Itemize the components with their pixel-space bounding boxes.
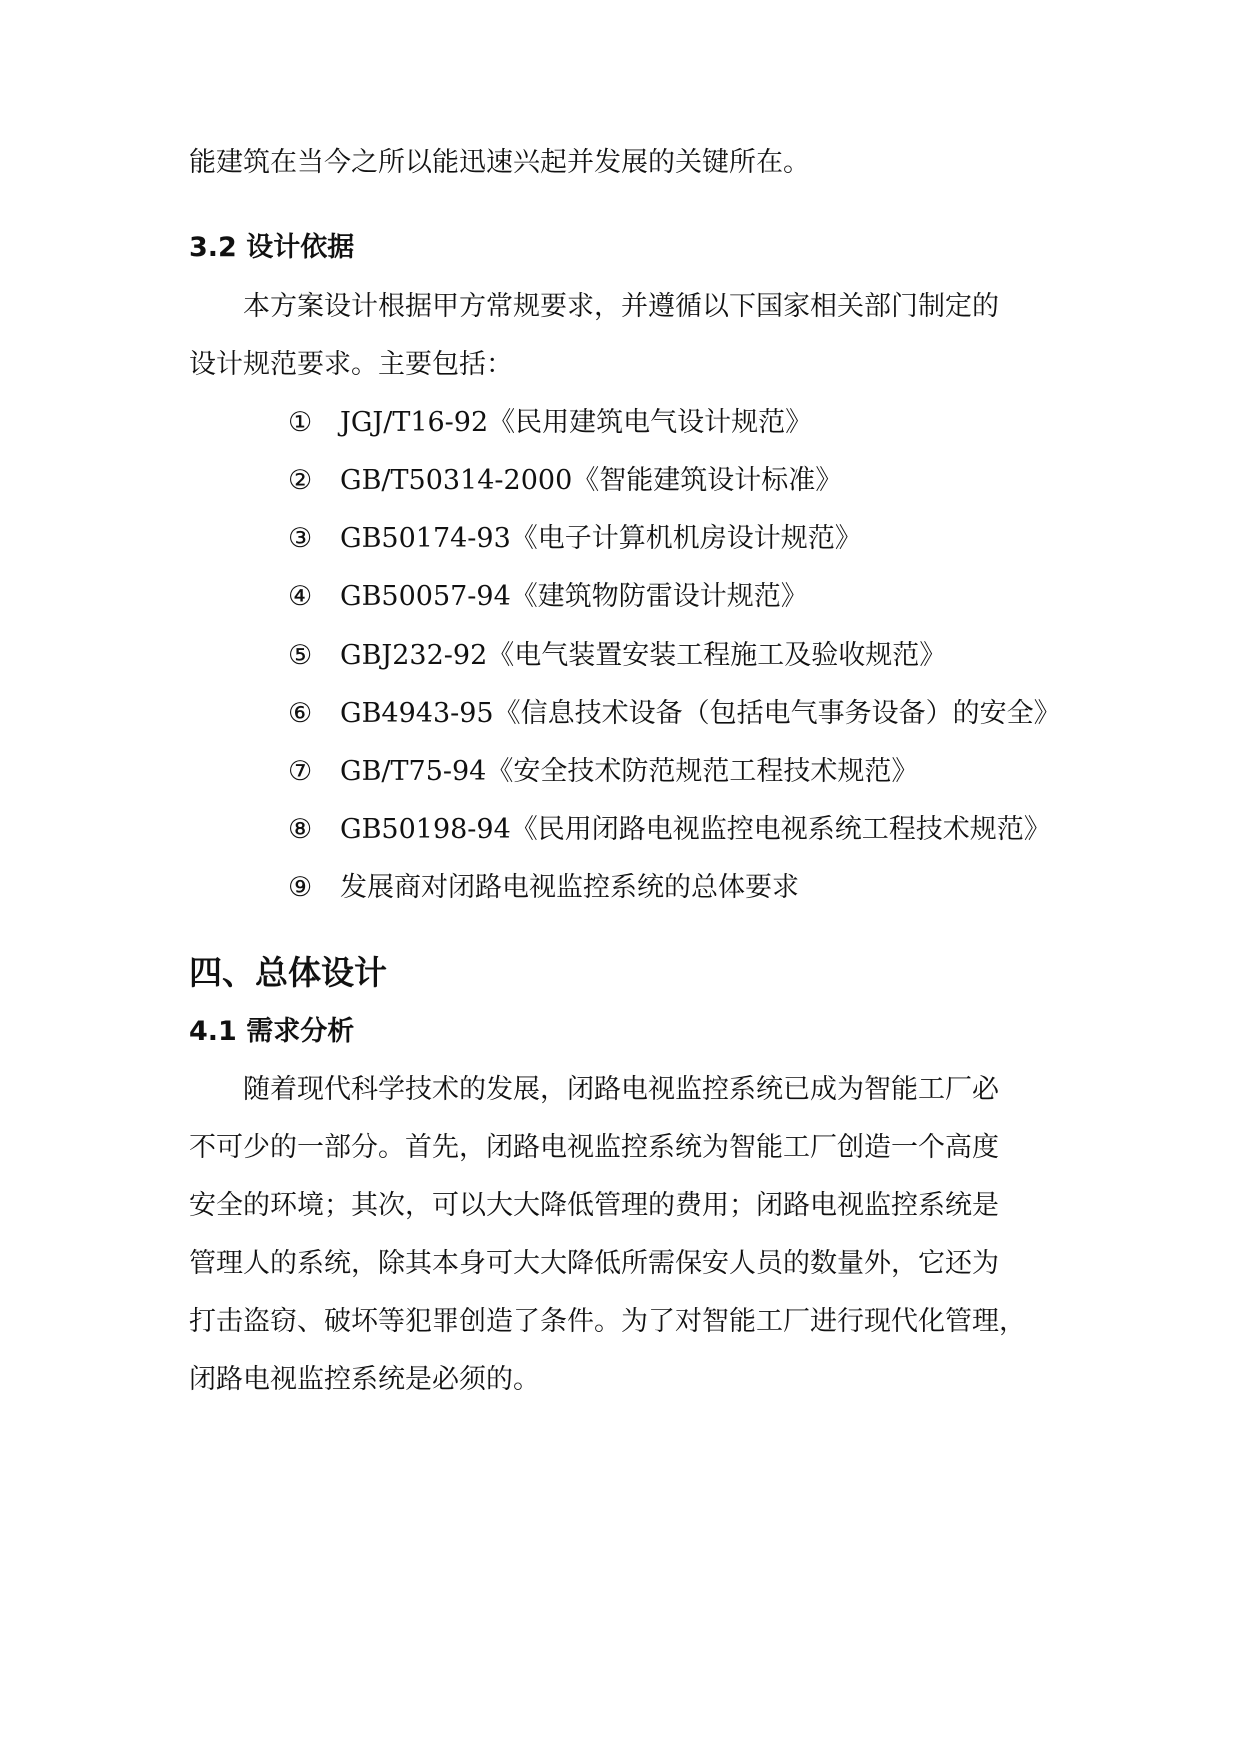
reference-item	[288, 694, 1061, 734]
reference-item	[288, 519, 862, 559]
chapter-4-heading: 四、总体设计	[189, 953, 387, 992]
reference-number: ③	[288, 523, 313, 554]
section-4-1-para-line: 随着现代科学技术的发展，闭路电视监控系统已成为智能工厂必	[243, 1074, 999, 1105]
section-4-1-para-line: 打击盗窃、破坏等犯罪创造了条件。为了对智能工厂进行现代化管理，	[189, 1306, 1026, 1337]
intro-tail-text: 能建筑在当今之所以能迅速兴起并发展的关键所在。	[189, 147, 810, 178]
reference-item	[288, 636, 946, 676]
reference-text: 发展商对闭路电视监控系统的总体要求	[340, 872, 799, 903]
reference-item	[288, 403, 812, 443]
reference-text: GB/T75-94《安全技术防范规范工程技术规范》	[340, 756, 919, 787]
reference-text: GB50174-93《电子计算机机房设计规范》	[340, 523, 862, 554]
reference-item	[288, 577, 808, 617]
section-4-1-heading: 4.1 需求分析	[189, 1016, 355, 1047]
reference-number: ⑤	[288, 640, 313, 671]
section-4-1-para-line: 闭路电视监控系统是必须的。	[189, 1364, 540, 1395]
reference-number: ⑦	[288, 756, 313, 787]
section-4-1-para-line: 不可少的一部分。首先，闭路电视监控系统为智能工厂创造一个高度	[189, 1132, 999, 1163]
reference-item	[288, 752, 918, 792]
reference-item	[288, 461, 842, 501]
reference-number: ④	[288, 581, 313, 612]
reference-text: JGJ/T16-92《民用建筑电气设计规范》	[340, 407, 813, 438]
section-3-2-para-line: 本方案设计根据甲方常规要求，并遵循以下国家相关部门制定的	[243, 291, 999, 322]
reference-item	[288, 810, 1051, 850]
reference-number: ⑨	[288, 872, 313, 903]
section-4-1-para-line: 管理人的系统，除其本身可大大降低所需保安人员的数量外，它还为	[189, 1248, 999, 1279]
section-4-1-para-line: 安全的环境；其次，可以大大降低管理的费用；闭路电视监控系统是	[189, 1190, 999, 1221]
reference-number: ②	[288, 465, 313, 496]
reference-number: ①	[288, 407, 313, 438]
reference-text: GB50057-94《建筑物防雷设计规范》	[340, 581, 808, 612]
reference-text: GB/T50314-2000《智能建筑设计标准》	[340, 465, 843, 496]
reference-text: GB4943-95《信息技术设备（包括电气事务设备）的安全》	[340, 698, 1061, 729]
reference-item	[288, 868, 799, 908]
reference-text: GBJ232-92《电气装置安装工程施工及验收规范》	[340, 640, 947, 671]
reference-text: GB50198-94《民用闭路电视监控电视系统工程技术规范》	[340, 814, 1051, 845]
reference-number: ⑥	[288, 698, 313, 729]
reference-number: ⑧	[288, 814, 313, 845]
section-3-2-heading: 3.2 设计依据	[189, 232, 355, 263]
section-3-2-para-line: 设计规范要求。主要包括：	[189, 349, 513, 380]
